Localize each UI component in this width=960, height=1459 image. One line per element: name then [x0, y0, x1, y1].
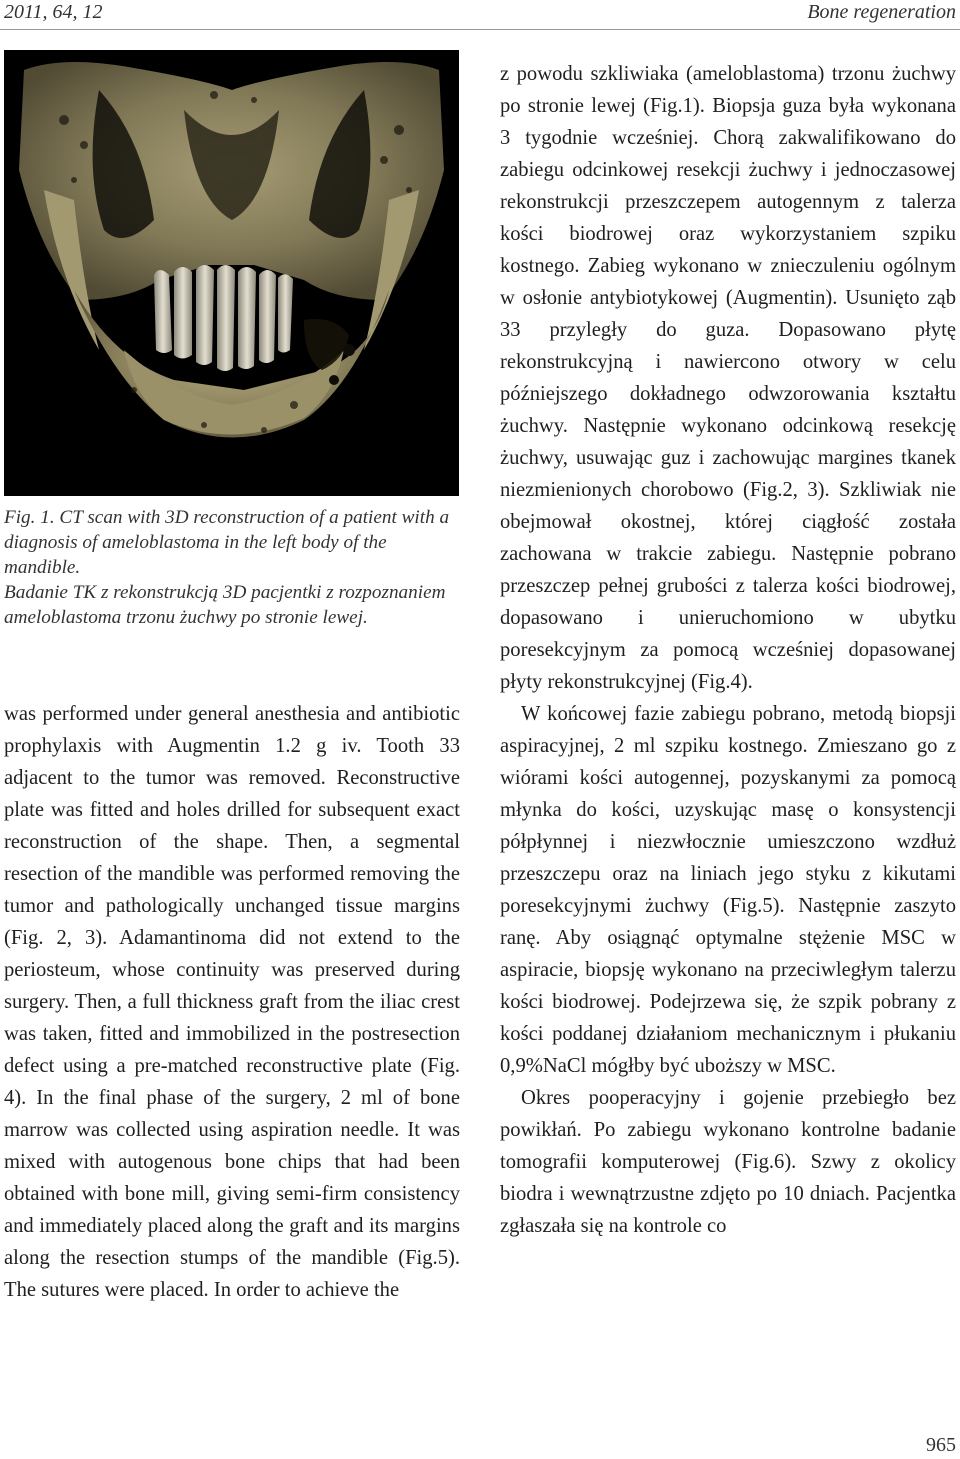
caption-polish: Badanie TK z rekonstrukcją 3D pacjentki z rozpoznaniem ameloblastoma trzonu żuchwy po stronie lewej. [4, 582, 446, 628]
teeth [154, 265, 293, 371]
page-number: 965 [926, 1434, 956, 1456]
left-paragraph: was performed under general anesthesia and antibiotic prophylaxis with Augmentin 1.2 g iv. Tooth 33 adjacent to the tumor was removed. Reconstructive plate was fitted and holes drilled for subsequent exact reconstruction of the shape. Then, a segmental resection of the mandible was performed removing the tumor and pathologically unchanged tissue margins (Fig. 2, 3). Adamantinoma did not extend to the periosteum, whose continuity was preserved during surgery. Then, a full thickness graft from the iliac crest was taken, fitted and immobilized in the postresection defect using a pre-matched reconstructive plate (Fig. 4). In the final phase of the surgery, 2 ml of bone marrow was collected using aspiration needle. It was mixed with autogenous bone chips that had been obtained with bone mill, giving semi-firm consistency and immediately placed along the graft and its margins along the resection stumps of the mandible (Fig.5). The sutures were placed. In order to achieve the [4, 703, 460, 1301]
mandible-3d-reconstruction-image [4, 50, 459, 496]
right-paragraph-2: W końcowej fazie zabiegu pobrano, metodą biopsji aspiracyjnej, 2 ml szpiku kostnego. Zmieszano go z wiórami kości autogennej, pozyskanymi za pomocą młynka do kości, uzyskując masę o konsystencji półpłynnej i niezwłocznie umieszczono wzdłuż przeszczepu oraz na liniach jego styku z kikutami poresekcyjnymi żuchwy (Fig.5). Następnie zaszyto ranę. Aby osiągnąć optymalne stężenie MSC w aspiracie, biopsję wykonano na przeciwległym talerzu kości biodrowej. Podejrzewa się, że szpik pobrany z kości poddanej działaniom mechanicznym i płukaniu 0,9%NaCl mógłby być uboższy w MSC. [500, 703, 956, 1077]
figure-caption [4, 505, 460, 630]
right-paragraph-1: z powodu szkliwiaka (ameloblastoma) trzonu żuchwy po stronie lewej (Fig.1). Biopsja guza była wykonana 3 tygodnie wcześniej. Chorą zakwalifikowano do zabiegu odcinkowej resekcji żuchwy i jednoczasowej rekonstrukcji przeszczepem autogennym z talerza kości biodrowej oraz wykorzystaniem szpiku kostnego. Zabieg wykonano w znieczuleniu ogólnym w osłonie antybiotykowej (Augmentin). Usunięto ząb 33 przyległy do guza. Dopasowano płytę rekonstrukcyjną i nawiercono otwory w celu późniejszego dokładnego odwzorowania kształtu żuchwy. Następnie wykonano odcinkową resekcję żuchwy, usuwając guz i zachowując margines tkanek niezmienionych chorobowo (Fig.2, 3). Szkliwiak nie obejmował okostnej, której ciągłość została zachowana w trakcie zabiegu. Następnie pobrano przeszczep pełnej grubości z talerza kości biodrowej, dopasowano i unieruchomiono w ubytku poresekcyjnym za pomocą wcześniej dopasowanej płyty rekonstrukcyjnej (Fig.4). [500, 63, 956, 693]
caption-english: Fig. 1. CT scan with 3D reconstruction of a patient with a diagnosis of ameloblastoma in the left body of the mandible. [4, 507, 450, 578]
journal-issue: 2011, 64, 12 [4, 1, 103, 23]
section-title: Bone regeneration [807, 1, 956, 23]
right-column-text [500, 58, 956, 1242]
running-header [0, 0, 960, 30]
header-rule [0, 29, 960, 30]
right-paragraph-3: Okres pooperacyjny i gojenie przebiegło bez powikłań. Po zabiegu wykonano kontrolne badanie tomografii komputerowej (Fig.6). Szwy z okolicy biodra i wewnątrzustne zdjęto po 10 dniach. Pacjentka zgłaszała się na kontrole co [500, 1087, 956, 1237]
left-column-text [4, 698, 460, 1306]
ct-scan-figure [4, 50, 459, 496]
